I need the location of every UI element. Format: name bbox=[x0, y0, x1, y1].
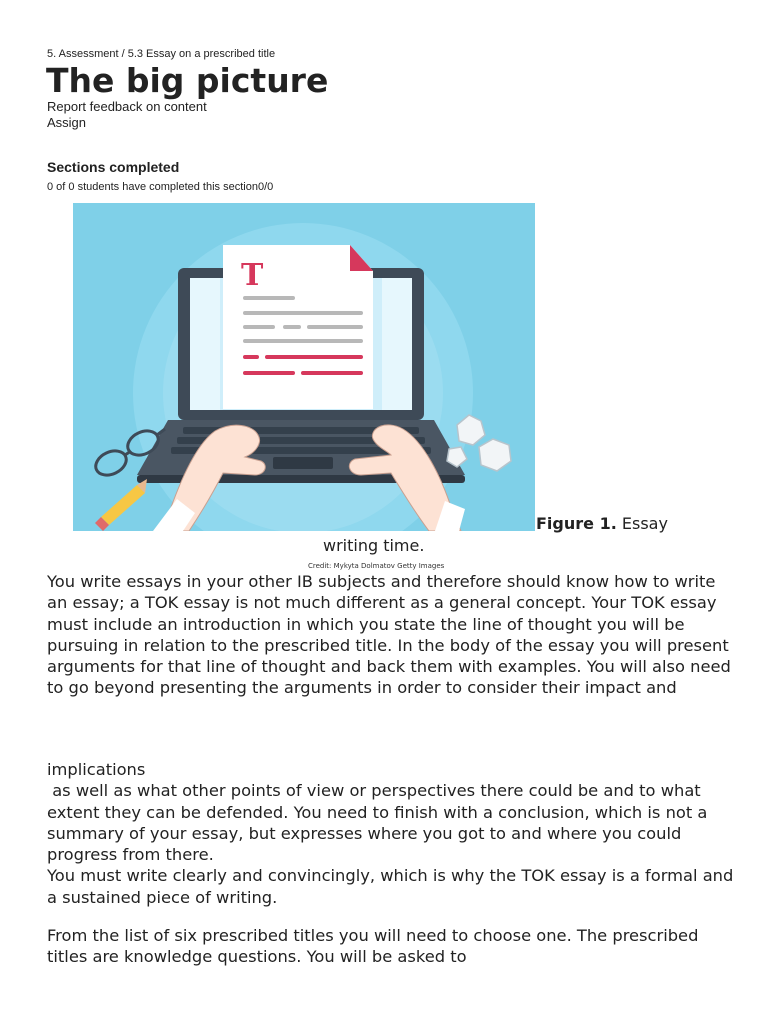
paragraph-prescribed-titles: From the list of six prescribed titles you will need to choose one. The prescribed titles are knowledge questions. You will be asked to bbox=[47, 926, 699, 967]
paragraph-implications bbox=[47, 759, 737, 908]
paragraph-intro: You write essays in your other IB subjects and therefore should know how to write an essay; a TOK essay is not much different as a general concept. Your TOK essay must include an introduction in which you state the line of thought you will be pursuing in relation to the prescribed title. In the body of the essay you will present arguments for that line of thought and back them with examples. You will also need to go beyond presenting the arguments in order to consider their impact and bbox=[47, 572, 731, 698]
writing-style-text: You must write clearly and convincingly, which is why the TOK essay is a formal and a sustained piece of writing. bbox=[47, 866, 734, 907]
document-letter: T bbox=[241, 258, 264, 293]
breadcrumb[interactable]: 5. Assessment / 5.3 Essay on a prescribed title bbox=[47, 48, 276, 60]
figure-caption-continued: writing time. bbox=[323, 536, 425, 555]
figure-caption bbox=[536, 514, 668, 533]
essay-writing-illustration bbox=[73, 203, 535, 531]
figure-caption-first: Essay bbox=[621, 514, 668, 533]
sections-completed-status: 0 of 0 students have completed this section0/0 bbox=[47, 181, 274, 193]
essay-document bbox=[223, 245, 373, 409]
assign-link[interactable]: Assign bbox=[47, 115, 87, 130]
implications-text: as well as what other points of view or perspectives there could be and to what extent they can be defended. You need to finish with a conclusion, which is not a summary of your essay, but expresses where you got to and where you could progress from there. bbox=[47, 781, 713, 865]
figure-credit: Credit: Mykyta Dolmatov Getty Images bbox=[308, 562, 445, 570]
figure-label: Figure 1. bbox=[536, 514, 617, 533]
page-title: The big picture bbox=[46, 61, 329, 100]
report-feedback-link[interactable]: Report feedback on content bbox=[47, 99, 207, 114]
sections-completed-heading: Sections completed bbox=[47, 159, 180, 175]
implications-heading: implications bbox=[47, 760, 146, 779]
